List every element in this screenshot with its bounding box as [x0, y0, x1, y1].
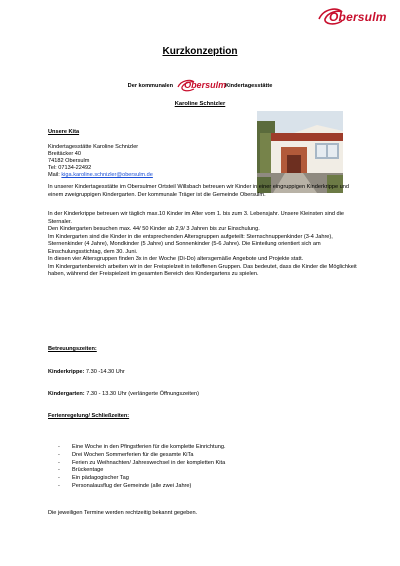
dash-bullet: -	[58, 451, 60, 458]
dash-bullet: -	[58, 444, 60, 450]
contact-line: 74182 Obersulm	[48, 158, 90, 164]
contact-line: Kindertagesstätte Karoline Schnizler	[48, 144, 139, 150]
kita-building-photo	[257, 111, 343, 193]
kiga-label: Kindergarten:	[48, 391, 85, 397]
obersulm-logo	[316, 6, 386, 28]
list-item: - Eine Woche in den Pfingstferien für die komplette Einrichtung.	[58, 444, 226, 450]
hours-heading: Betreuungszeiten:	[48, 346, 97, 352]
mail-link[interactable]: kiga.karoline.schnizler@obersulm.de	[61, 172, 153, 178]
krippe-label: Kinderkrippe:	[48, 369, 85, 375]
dash-bullet: -	[58, 475, 60, 482]
kita-heading: Unsere Kita	[48, 129, 80, 135]
inline-obersulm-logo	[176, 78, 227, 94]
closures-heading: Ferienregelung/ Schließzeiten:	[48, 413, 130, 419]
dash-bullet: -	[58, 482, 60, 489]
subtitle	[0, 78, 400, 94]
list-item: - Ferien zu Weihnachten/ Jahreswechsel in der kompletten Kita	[58, 459, 226, 466]
kita-name: Karoline Schnizler	[174, 101, 226, 107]
mail-label: Mail:	[48, 172, 62, 178]
hours-krippe	[48, 369, 125, 376]
kiga-value: 7.30 - 13.30 Uhr (verlängerte Öffnungszeiten)	[84, 391, 200, 397]
list-item: - Personalausflug der Gemeinde (alle zwei Jahre)	[58, 482, 192, 489]
dash-bullet: -	[58, 459, 60, 466]
subtitle-suffix: Kindertagesstätte	[225, 83, 273, 89]
list-item: - Ein pädagogischer Tag	[58, 475, 129, 482]
closures-list	[58, 444, 226, 491]
contact-phone: Tel: 07134-22492	[48, 165, 92, 171]
contact-mail	[48, 172, 153, 179]
list-item: - Drei Wochen Sommerferien für die gesamte KiTa	[58, 451, 194, 458]
hours-kindergarten	[48, 391, 199, 398]
subtitle-prefix: Der kommunalen	[127, 83, 174, 89]
krippe-value: 7.30 -14.30 Uhr	[84, 369, 125, 375]
closures-footer: Die jeweiligen Termine werden rechtzeitig bekannt gegeben.	[48, 510, 198, 516]
list-item: - Brückentage	[58, 467, 104, 474]
document-title: Kurzkonzeption	[162, 46, 238, 57]
intro-paragraph: In unserer Kindertagesstätte im Obersulmer Ortsteil Willsbach betreuen wir Kinder in einer eingruppigen Kinderkrippe und einem zweigruppigen Kindergarten. Der kommunale Träger ist die Gemeinde Obersulm.	[48, 184, 349, 198]
logo-text: Obersulm	[329, 10, 387, 24]
inline-logo-text: Obersulm	[184, 80, 227, 90]
dash-bullet: -	[58, 467, 60, 474]
contact-line: Breitäcker 40	[48, 151, 81, 157]
detail-paragraph: In der Kinderkrippe betreuen wir täglich max.10 Kinder im Alter vom 1. bis zum 3. Lebensjahr. Unsere Kleinsten sind die Sternaler. Den Kindergarten besuchen max. 44/ 50 Kinder ab 2,9/ 3 Jahren bis zur Einschulung. Im Kindergarten sind die Kinder in die entsprechenden Altersgruppen aufgeteilt: Sternschnuppenkinder (3-4 Jahre), Sternenkinder (4 Jahre), Mondkinder (5 Jahre) und Sonnenkinder (5-6 Jahre). Die Einteilung orientiert sich am Einschulungsstichtag, dem 30. Juni. In diesen vier Altersgruppen finden 3x in der Woche (Di-Do) altersgemäße Angebote und Projekte statt. Im Kindergartenbereich arbeiten wir in der Freispielzeit in teiloffenen Gruppen. Das bedeutet, dass die Kinder die Möglichkeit haben, während der Freispielzeit im gesamten Bereich des Kindergartens zu spielen.	[48, 211, 357, 278]
